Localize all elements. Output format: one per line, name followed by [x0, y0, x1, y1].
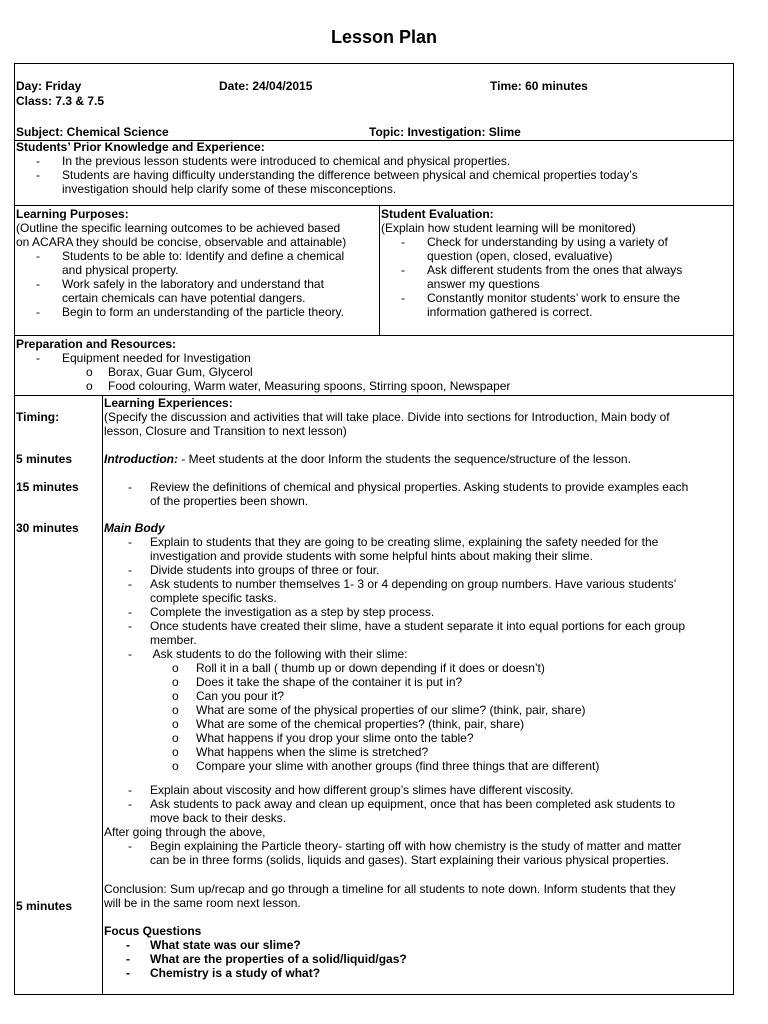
list-item: Ask students to pack away and clean up equipment, once that has been completed ask students to	[150, 797, 675, 811]
bullet: -	[401, 235, 405, 249]
focus-question: What are the properties of a solid/liquid/gas?	[150, 952, 407, 966]
list-item-continuation: question (open, closed, evaluative)	[427, 249, 613, 263]
date-field: Date: 24/04/2015	[219, 79, 313, 93]
list-item-continuation: can be in three forms (solids, liquids and gases). Start explaining their various physical properties.	[150, 853, 669, 867]
list-item: Begin explaining the Particle theory- starting off with how chemistry is the study of matter and matter	[150, 839, 682, 853]
list-item: Explain to students that they are going to be creating slime, explaining the safety needed for the	[150, 535, 659, 549]
time-field: Time: 60 minutes	[490, 79, 588, 93]
introduction-label: Introduction:	[104, 452, 178, 466]
bullet: -	[401, 291, 405, 305]
list-item: Divide students into groups of three or four.	[150, 563, 380, 577]
introduction-line	[104, 452, 631, 466]
list-item-continuation: certain chemicals can have potential dangers.	[62, 291, 306, 305]
circle-bullet: o	[172, 703, 179, 717]
sub-list-item: What happens if you drop your slime onto the table?	[196, 731, 474, 745]
class-field: Class: 7.3 & 7.5	[16, 94, 105, 108]
list-item-continuation: move back to their desks.	[150, 811, 287, 825]
bullet: -	[128, 619, 132, 633]
sub-list-item: Compare your slime with another groups (find three things that are different)	[196, 759, 600, 773]
sub-list-item: Can you pour it?	[196, 689, 285, 703]
main-body-heading: Main Body	[104, 521, 165, 535]
sub-list-item: Does it take the shape of the container it is put in?	[196, 675, 463, 689]
list-item: Work safely in the laboratory and understand that	[62, 277, 324, 291]
bullet: -	[128, 577, 132, 591]
intro-line: (Outline the specific learning outcomes to be achieved based	[16, 221, 341, 235]
topic-field: Topic: Investigation: Slime	[369, 125, 521, 139]
focus-question: Chemistry is a study of what?	[150, 966, 321, 980]
student-evaluation-heading: Student Evaluation:	[381, 207, 494, 221]
learning-purposes-list	[36, 249, 344, 319]
prior-knowledge-heading: Students’ Prior Knowledge and Experience:	[16, 140, 265, 154]
list-item-continuation: member.	[150, 633, 197, 647]
divider	[14, 205, 734, 206]
timing-conclusion: 5 minutes	[16, 899, 73, 913]
introduction-text: - Meet students at the door Inform the students the sequence/structure of the lesson.	[177, 452, 631, 466]
list-item: Review the definitions of chemical and physical properties. Asking students to provide examples each	[150, 480, 689, 494]
preparation-heading: Preparation and Resources:	[16, 337, 177, 351]
learning-experiences-heading: Learning Experiences:	[104, 396, 233, 410]
learning-purposes-heading: Learning Purposes:	[16, 207, 129, 221]
list-item: Complete the investigation as a step by step process.	[150, 605, 435, 619]
timing-heading: Timing:	[16, 410, 60, 424]
sub-list-item: Borax, Guar Gum, Glycerol	[108, 365, 253, 379]
after-label: After going through the above,	[104, 825, 266, 839]
main-body-list	[128, 535, 685, 661]
bullet: -	[36, 351, 40, 365]
divider	[14, 335, 734, 336]
after-list	[128, 783, 675, 825]
circle-bullet: o	[172, 731, 179, 745]
list-item: In the previous lesson students were introduced to chemical and physical properties.	[62, 154, 511, 168]
list-item-continuation: information gathered is correct.	[427, 305, 593, 319]
sub-list-item: What happens when the slime is stretched?	[196, 745, 429, 759]
list-item: Students to be able to: Identify and define a chemical	[62, 249, 345, 263]
bullet: -	[128, 605, 132, 619]
list-item-continuation: investigation and provide students with some helpful hints about making their slime.	[150, 549, 593, 563]
intro-line: on ACARA they should be concise, observable and attainable)	[16, 235, 347, 249]
bullet: -	[126, 952, 130, 966]
conclusion-text: Conclusion: Sum up/recap and go through a timeline for all students to note down. Inform students that they	[104, 882, 676, 896]
list-item: Ask students to do the following with their slime:	[150, 647, 408, 661]
list-item: Students are having difficulty understanding the difference between physical and chemical properties today’s	[62, 168, 638, 182]
timing-introduction: 5 minutes	[16, 452, 73, 466]
bullet: -	[128, 797, 132, 811]
sub-list-item: Roll it in a ball ( thumb up or down depending if it does or doesn’t)	[196, 661, 545, 675]
list-item: Begin to form an understanding of the particle theory.	[62, 305, 344, 319]
list-item: Check for understanding by using a variety of	[427, 235, 668, 249]
list-item: Ask different students from the ones that always	[427, 263, 683, 277]
circle-bullet: o	[172, 689, 179, 703]
day-field: Day: Friday	[16, 79, 82, 93]
bullet: -	[126, 938, 130, 952]
focus-question: What state was our slime?	[150, 938, 301, 952]
list-item-continuation: and physical property.	[62, 263, 179, 277]
divider	[379, 205, 380, 335]
list-item: Once students have created their slime, have a student separate it into equal portions for each group	[150, 619, 685, 633]
list-item-continuation: of the properties been shown.	[150, 494, 309, 508]
divider	[102, 395, 103, 994]
learning-experiences-intro: (Specify the discussion and activities that will take place. Divide into sections for Introduction, Main body of	[104, 410, 670, 424]
bullet: -	[36, 277, 40, 291]
circle-bullet: o	[172, 661, 179, 675]
prior-knowledge-list	[36, 154, 638, 196]
focus-questions-heading: Focus Questions	[104, 924, 202, 938]
sub-list-item: What are some of the physical properties of our slime? (think, pair, share)	[196, 703, 586, 717]
bullet: -	[126, 966, 130, 980]
circle-bullet: o	[172, 675, 179, 689]
list-item: Ask students to number themselves 1- 3 or 4 depending on group numbers. Have various students’	[150, 577, 677, 591]
focus-questions-list	[126, 938, 407, 980]
bullet: -	[128, 563, 132, 577]
bullet: -	[128, 535, 132, 549]
list-item: Constantly monitor students’ work to ensure the	[427, 291, 681, 305]
bullet: -	[36, 168, 40, 182]
student-evaluation-intro: (Explain how student learning will be monitored)	[381, 221, 636, 235]
conclusion-text: will be in the same room next lesson.	[104, 896, 301, 910]
learning-experiences-intro: lesson, Closure and Transition to next lesson)	[104, 424, 347, 438]
bullet: -	[36, 154, 40, 168]
bullet: -	[36, 305, 40, 319]
bullet: -	[128, 647, 132, 661]
page-title: Lesson Plan	[330, 27, 438, 47]
subject-field: Subject: Chemical Science	[16, 125, 169, 139]
bullet: -	[36, 249, 40, 263]
list-item: Explain about viscosity and how different group’s slimes have different viscosity.	[150, 783, 574, 797]
sub-list-item: Food colouring, Warm water, Measuring spoons, Stirring spoon, Newspaper	[108, 379, 511, 393]
bullet: -	[128, 480, 132, 494]
list-item-continuation: answer my questions	[427, 277, 540, 291]
student-evaluation-list	[401, 235, 682, 319]
list-item: Equipment needed for Investigation	[62, 351, 251, 365]
sub-list-item: What are some of the chemical properties? (think, pair, share)	[196, 717, 525, 731]
bullet: -	[401, 263, 405, 277]
circle-bullet: o	[86, 379, 93, 393]
bullet: -	[128, 783, 132, 797]
circle-bullet: o	[172, 745, 179, 759]
slime-questions-list	[172, 661, 599, 773]
list-item-continuation: investigation should help clarify some of these misconceptions.	[62, 182, 397, 196]
timing-review: 15 minutes	[16, 480, 79, 494]
circle-bullet: o	[172, 759, 179, 773]
learning-purposes-intro	[16, 221, 346, 249]
bullet: -	[128, 839, 132, 853]
list-item-continuation: complete specific tasks.	[150, 591, 277, 605]
circle-bullet: o	[86, 365, 93, 379]
timing-main-body: 30 minutes	[16, 521, 79, 535]
circle-bullet: o	[172, 717, 179, 731]
